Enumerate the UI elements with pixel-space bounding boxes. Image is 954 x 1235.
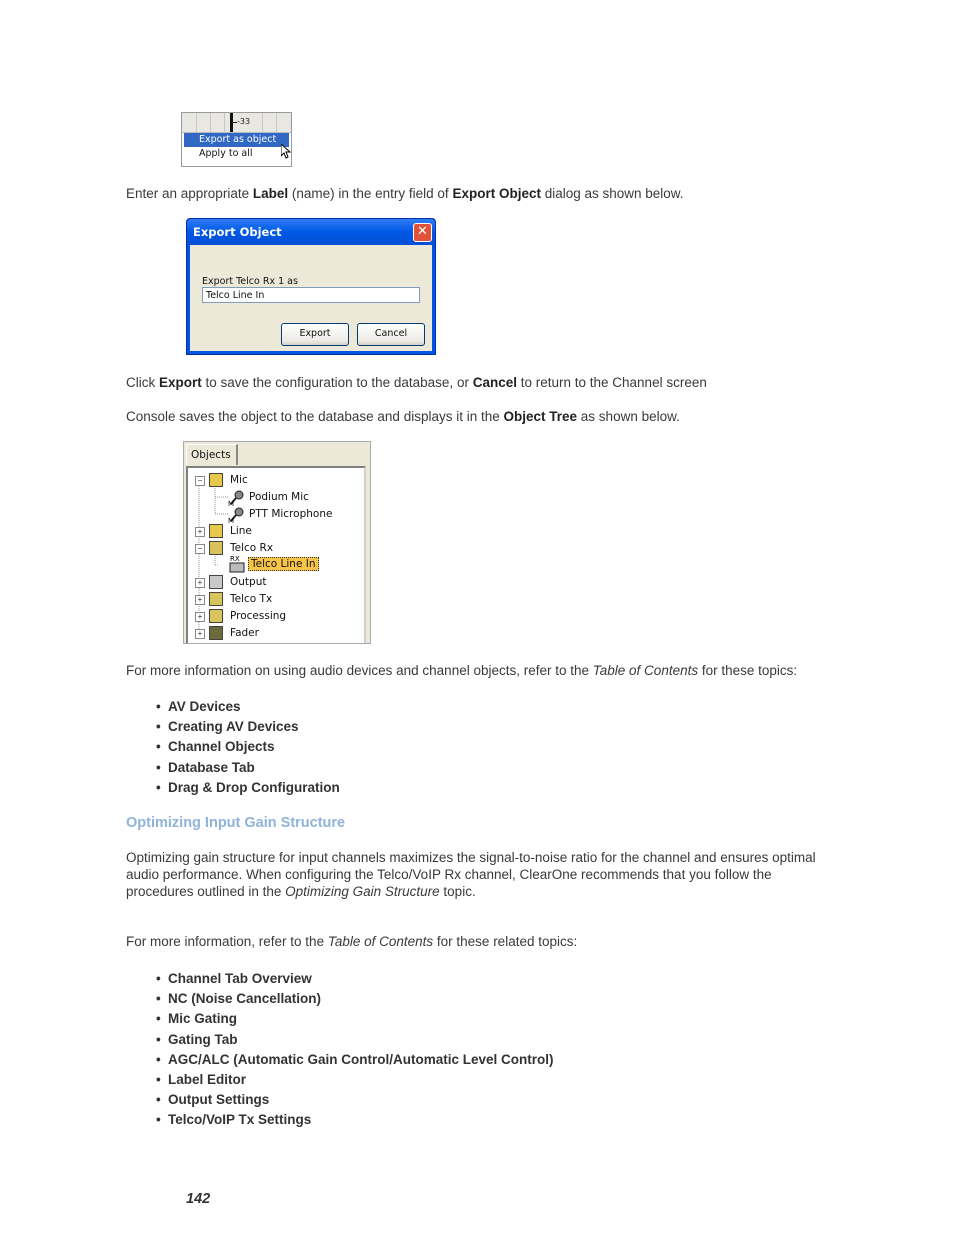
dialog-title: Export Object	[193, 225, 282, 239]
export-label: Export Telco Rx 1 as	[202, 276, 298, 287]
context-menu-screenshot	[181, 112, 292, 167]
mic-folder-icon	[209, 473, 223, 487]
list-item[interactable]: • Channel Objects	[156, 739, 275, 755]
cancel-button[interactable]: Cancel	[357, 323, 425, 346]
paragraph-click-export: Click Export to save the configuration to the database, or Cancel to return to the Channel screen	[126, 375, 707, 390]
list-item[interactable]: • Label Editor	[156, 1071, 247, 1087]
tree-node-mic[interactable]: Mic	[230, 474, 248, 486]
menu-item-export-as-object[interactable]: Export as object	[184, 133, 289, 147]
list-item[interactable]: • Channel Tab Overview	[156, 971, 312, 986]
tree-node-telco-rx[interactable]: Telco Rx	[230, 542, 274, 554]
expand-icon[interactable]: +	[195, 527, 205, 537]
export-object-dialog	[186, 218, 436, 355]
tree-node-line[interactable]: Line	[230, 525, 252, 537]
dialog-titlebar	[187, 219, 435, 245]
list-item[interactable]: • AGC/ALC (Automatic Gain Control/Automatic Level Control)	[156, 1051, 554, 1067]
list-item[interactable]: • Output Settings	[156, 1092, 270, 1108]
fader-folder-icon	[209, 626, 223, 640]
list-item[interactable]: • Telco/VoIP Tx Settings	[156, 1112, 312, 1128]
paragraph-more-info-devices: For more information on using audio devices and channel objects, refer to the Table of Contents for these topics:	[126, 663, 798, 678]
topic-list-related	[156, 969, 554, 1131]
tree-node-telco-tx[interactable]: Telco Tx	[230, 593, 273, 605]
tree-node-fader[interactable]: Fader	[230, 627, 259, 639]
output-folder-icon	[209, 575, 223, 589]
list-item[interactable]: • Gating Tab	[156, 1031, 238, 1047]
paragraph-console-saves: Console saves the object to the database and displays it in the Object Tree as shown below.	[126, 409, 680, 424]
paragraph-gain-structure: Optimizing gain structure for input channels maximizes the signal-to-noise ratio for the channel and ensures optimal audio performance. When configuring the Telco/VoIP Rx channel, ClearOne recommends that you follow the procedures outlined in the Optimizing Gain Structure topic.	[126, 850, 816, 899]
telco-rx-folder-icon	[209, 541, 223, 555]
mouse-cursor-icon	[281, 144, 291, 160]
tree-node-processing[interactable]: Processing	[230, 610, 287, 622]
section-heading: Optimizing Input Gain Structure	[126, 815, 346, 831]
list-item[interactable]: • Creating AV Devices	[156, 719, 299, 735]
page-number: 142	[186, 1191, 211, 1207]
list-item[interactable]: • Drag & Drop Configuration	[156, 779, 340, 795]
close-icon[interactable]: ✕	[413, 223, 432, 242]
expand-icon[interactable]: +	[195, 578, 205, 588]
level-label: -33	[237, 117, 251, 126]
svg-text:RX: RX	[230, 555, 240, 563]
menu-item-apply-to-all[interactable]: Apply to all	[199, 148, 253, 159]
microphone-icon	[228, 489, 246, 507]
export-button[interactable]: Export	[281, 323, 349, 346]
tab-objects[interactable]: Objects	[186, 444, 238, 465]
tree-node-telco-line-in[interactable]	[248, 557, 319, 571]
level-strip	[182, 113, 291, 133]
microphone-icon	[228, 506, 246, 524]
paragraph-more-info-related: For more information, refer to the Table of Contents for these related topics:	[126, 934, 578, 949]
svg-text:M: M	[228, 517, 235, 524]
context-menu	[184, 133, 289, 161]
selected-node-label: Telco Line In	[248, 557, 319, 571]
list-item[interactable]: • Mic Gating	[156, 1011, 238, 1027]
line-folder-icon	[209, 524, 223, 538]
list-item[interactable]: • NC (Noise Cancellation)	[156, 991, 322, 1007]
object-tree	[186, 466, 366, 643]
dialog-body	[190, 245, 432, 351]
expand-icon[interactable]: +	[195, 595, 205, 605]
list-item[interactable]: • Database Tab	[156, 759, 255, 775]
telephone-icon	[228, 554, 246, 574]
export-name-input[interactable]: Telco Line In	[202, 287, 420, 303]
list-item[interactable]: • AV Devices	[156, 699, 241, 714]
expand-icon[interactable]: +	[195, 612, 205, 622]
object-tree-screenshot	[183, 441, 371, 644]
tree-node-output[interactable]: Output	[230, 576, 267, 588]
tree-node-ptt-microphone[interactable]: PTT Microphone	[249, 508, 333, 520]
topic-list-devices	[156, 697, 340, 798]
collapse-icon[interactable]: −	[195, 476, 205, 486]
telco-tx-folder-icon	[209, 592, 223, 606]
svg-text:M: M	[228, 500, 235, 507]
tree-node-podium-mic[interactable]: Podium Mic	[249, 491, 309, 503]
processing-folder-icon	[209, 609, 223, 623]
paragraph-label-instruction: Enter an appropriate Label (name) in the entry field of Export Object dialog as shown below.	[126, 186, 684, 201]
collapse-icon[interactable]: −	[195, 544, 205, 554]
expand-icon[interactable]: +	[195, 629, 205, 639]
